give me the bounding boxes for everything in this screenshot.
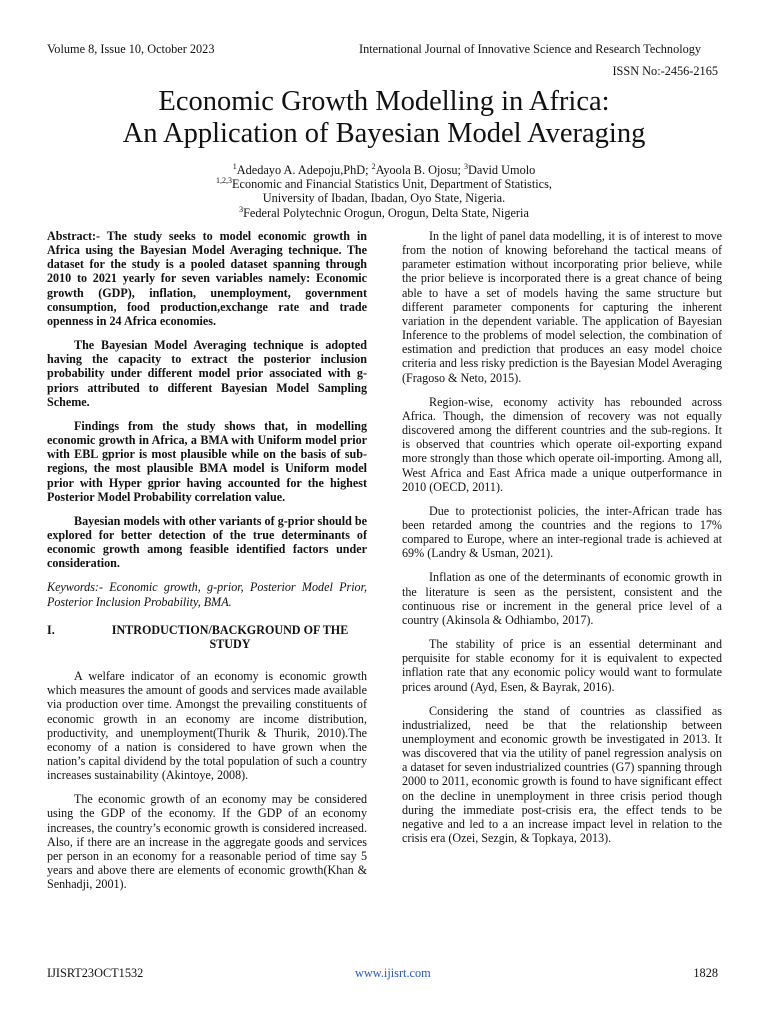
affiliation-sup-1: 1,2,3 — [215, 176, 232, 186]
running-header-volume: Volume 8, Issue 10, October 2023 — [47, 42, 215, 56]
author-3: David Umolo — [468, 163, 536, 177]
paper-title — [40, 86, 728, 150]
body-paragraph-1: In the light of panel data modelling, it is of interest to move from the notion of knowing beforehand the tactical means of parameter estimation without incorporating prior believe, while the prior believe is incorporated there is a great chance of being able to have a set of models having the same structure but different parameter components for capturing the inherent variation in the dependent variable. The application of Bayesian Inference to the problems of model selection, the combination of estimation and prediction that produces an easy model choice criteria and less risky prediction is the Bayesian Model Averaging (Fragoso & Neto, 2015). — [402, 229, 722, 385]
section-number: I. — [47, 622, 55, 637]
title-line-1: Economic Growth Modelling in Africa: — [158, 86, 610, 117]
keywords: Keywords:- Economic growth, g-prior, Posterior Model Prior, Posterior Inclusion Probability, BMA. — [47, 580, 367, 609]
affiliation-sup-2: 3 — [239, 204, 244, 214]
footer-page-number: 1828 — [693, 966, 718, 980]
issn-number: ISSN No:-2456-2165 — [612, 64, 718, 78]
intro-paragraph-2: The economic growth of an economy may be considered using the GDP of the economy. If the GDP of an economy increases, the country’s economic growth is considered increased. Also, if there are an increase in the aggregate goods and services per person in an economy for a reasonable period of time say 5 years and above there are elements of economic growth(Khan & Senhadji, 2001). — [47, 792, 367, 892]
author-list — [60, 163, 708, 177]
body-paragraph-2: Region-wise, economy activity has rebounded across Africa. Though, the dimension of recovery was not equally discovered among the different countries and the sub-regions. It is observed that countries which operate oil-exporting expand more strongly than those which operate oil-importing. Among all, West Africa and East Africa made a unique outperformance in 2010 (OECD, 2011). — [402, 394, 722, 494]
body-paragraph-6: Considering the stand of countries as classified as industrialized, need be that the relationship between unemployment and economic growth be investigated in 2013. It was discovered that via the utility of panel regression analysis on a dataset for seven industrialized countries (G7) spanning through 2000 to 2011, economic growth is found to have significant effect on the decline in unemployment in three crisis period though during the immediate post-crisis era, the effect tends to be negative and led to a an increase impact level in relation to the crisis era (Ozei, Sezgin, & Topkaya, 2013). — [402, 703, 722, 846]
abstract-paragraph-3: Findings from the study shows that, in modelling economic growth in Africa, a BMA with Uniform model prior with EBL gprior is most plausible while on the basis of sub-regions, the most plausible BMA model is Uniform model prior with Hyper gprior having accounted for the highest Posterior Model Probability correlation value. — [47, 418, 367, 504]
affiliation-2-text: Federal Polytechnic Orogun, Orogun, Delta State, Nigeria — [243, 205, 529, 220]
section-title: INTRODUCTION/BACKGROUND OF THE STUDY — [111, 622, 349, 651]
author-2: Ayoola B. Ojosu; — [375, 163, 464, 177]
abstract-paragraph-4: Bayesian models with other variants of g-prior should be explored for better detection of the true determinants of economic growth among feasible identified factors under consideration. — [47, 513, 367, 571]
footer-paper-code: IJISRT23OCT1532 — [47, 966, 144, 980]
affiliation-1-line-2: University of Ibadan, Ibadan, Oyo State, Nigeria. — [262, 191, 506, 206]
affiliation-1-text: Economic and Financial Statistics Unit, Department of Statistics, — [231, 177, 552, 192]
left-column — [47, 229, 367, 901]
author-1: Adedayo A. Adepoju,PhD; — [236, 163, 372, 177]
author-sup-3: 3 — [464, 161, 468, 171]
intro-paragraph-1: A welfare indicator of an economy is economic growth which measures the amount of goods and services made available via production over time. Amongst the prevailing constituents of economic growth in an economy are income distribution, productivity, and unemployment(Thurik & Thurik, 2010).The economy of a nation is considered to have grown when the nation’s capital dividend by the total population of such a country increases sustainability (Akintoye, 2008). — [47, 669, 367, 783]
abstract-paragraph-1: Abstract:- The study seeks to model economic growth in Africa using the Bayesian Model Averaging technique. The dataset for the study is a pooled dataset spanning through 2010 to 2021 yearly for seven variables namely: Economic growth (GDP), inflation, unemployment, government consumption, food production,exchange rate and trade openness in 24 Africa economies. — [47, 229, 367, 328]
abstract-paragraph-2: The Bayesian Model Averaging technique is adopted having the capacity to extract the posterior inclusion probability under different model prior associated with g-priors attributed to different Bayesian Model Sampling Scheme. — [47, 338, 367, 409]
body-paragraph-5: The stability of price is an essential determinant and perquisite for stable economy for it is equivalent to expected inflation rate that any economic policy would want to formulate prices around (Ayd, Esen, & Bayrak, 2016). — [402, 637, 722, 694]
title-line-2: An Application of Bayesian Model Averaging — [122, 118, 646, 149]
author-sup-1: 1 — [232, 161, 237, 171]
section-heading — [47, 623, 367, 651]
footer-website-link[interactable]: www.ijisrt.com — [355, 966, 431, 980]
affiliation-1 — [60, 177, 708, 191]
author-sup-2: 2 — [371, 161, 376, 171]
author-block — [60, 163, 708, 220]
body-paragraph-3: Due to protectionist policies, the inter-African trade has been retarded among the countries and the regions to 17% compared to Europe, where an inter-regional trade is achieved at 69% (Landry & Usman, 2021). — [402, 503, 722, 561]
right-column — [402, 229, 722, 855]
body-paragraph-4: Inflation as one of the determinants of economic growth in the literature is seen as the persistent, consistent and the continuous rise or increment in the general price level of a country (Akinsola & Odhiambo, 2017). — [402, 570, 722, 627]
affiliation-2 — [60, 206, 708, 220]
running-header-journal: International Journal of Innovative Science and Research Technology — [359, 42, 702, 56]
